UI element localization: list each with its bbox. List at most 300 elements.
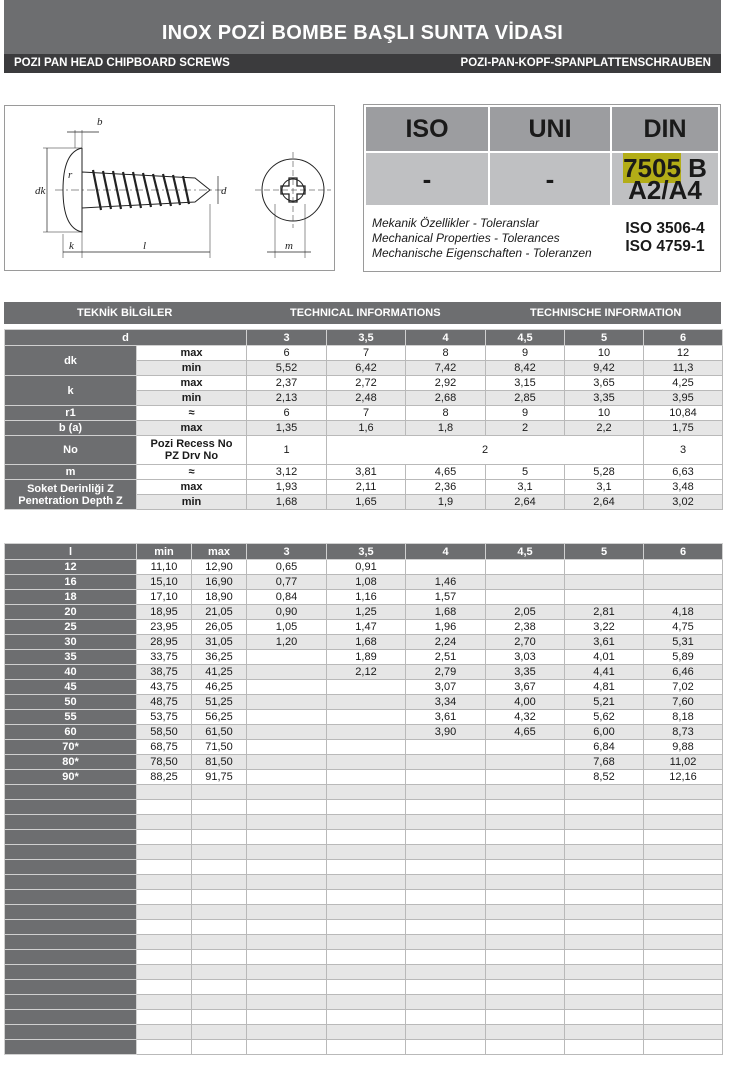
table-cell: 1,6 [327,421,406,436]
row-sub-label: max [137,421,247,436]
length-header-cell: 4 [406,544,486,560]
table-cell: 56,25 [192,710,247,725]
table-cell: 2,79 [406,665,486,680]
table-cell: 7,68 [565,755,644,770]
empty-cell [406,1025,486,1040]
table-cell: 91,75 [192,770,247,785]
empty-row [5,935,723,950]
table-cell: 1,35 [247,421,327,436]
table-cell: 3,35 [486,665,565,680]
length-row [5,725,723,740]
table-cell: 3,02 [644,495,723,510]
table-cell: 7,02 [644,680,723,695]
table-cell: 5,89 [644,650,723,665]
empty-cell [247,980,327,995]
table-cell: 0,90 [247,605,327,620]
length-label: 70* [5,740,137,755]
empty-cell [192,875,247,890]
row-label: b (a) [5,421,137,436]
table-cell: 5 [486,465,565,480]
table-cell: 17,10 [137,590,192,605]
table-cell: 2,85 [486,391,565,406]
tech-info-header [4,302,721,324]
empty-cell [5,875,137,890]
table-cell: 7 [327,406,406,421]
length-header-cell: l [5,544,137,560]
empty-cell [192,860,247,875]
empty-cell [565,905,644,920]
mech-properties-standards [611,206,719,270]
table-cell: 2,81 [565,605,644,620]
table-cell [486,575,565,590]
table-cell: 78,50 [137,755,192,770]
length-label: 45 [5,680,137,695]
empty-cell [406,950,486,965]
empty-cell [486,800,565,815]
size-header: 3,5 [327,330,406,346]
empty-cell [565,875,644,890]
length-label: 18 [5,590,137,605]
empty-cell [247,965,327,980]
table-cell: 1,46 [406,575,486,590]
length-header-cell: 5 [565,544,644,560]
standards-box [363,104,721,272]
length-header-cell: max [192,544,247,560]
empty-cell [644,785,723,800]
empty-cell [327,965,406,980]
table-cell [565,560,644,575]
empty-cell [565,845,644,860]
table-cell: 18,90 [192,590,247,605]
table-cell: 3 [644,436,723,465]
table-cell: 9 [486,346,565,361]
empty-cell [192,845,247,860]
empty-cell [192,905,247,920]
empty-cell [486,980,565,995]
empty-cell [644,815,723,830]
empty-cell [137,800,192,815]
empty-cell [327,1040,406,1055]
empty-cell [137,830,192,845]
tech-header-en: TECHNICAL INFORMATIONS [290,307,441,319]
empty-cell [137,1025,192,1040]
empty-cell [565,995,644,1010]
empty-cell [644,995,723,1010]
length-header-cell: min [137,544,192,560]
empty-cell [644,1040,723,1055]
length-row [5,605,723,620]
table-cell: 3,61 [406,710,486,725]
table-cell: 6 [247,406,327,421]
empty-cell [5,995,137,1010]
empty-cell [327,905,406,920]
empty-cell [565,785,644,800]
din-suffix: B [680,153,707,183]
empty-row [5,980,723,995]
table-cell [644,590,723,605]
table-cell: 3,90 [406,725,486,740]
empty-cell [565,1040,644,1055]
table-cell: 28,95 [137,635,192,650]
table-cell: 12,90 [192,560,247,575]
length-row [5,650,723,665]
table-cell: 3,61 [565,635,644,650]
empty-cell [327,815,406,830]
length-row [5,740,723,755]
empty-cell [5,1025,137,1040]
table-cell: 2,13 [247,391,327,406]
empty-cell [247,1010,327,1025]
length-table [4,543,723,1055]
table-cell: 1,16 [327,590,406,605]
empty-cell [565,830,644,845]
depth-label [5,480,137,510]
empty-cell [406,785,486,800]
table-cell [327,680,406,695]
table-cell: 58,50 [137,725,192,740]
table-cell [486,740,565,755]
empty-cell [486,995,565,1010]
table-cell: 10 [565,346,644,361]
table-cell: 2,05 [486,605,565,620]
empty-cell [406,860,486,875]
table-cell: 4,65 [486,725,565,740]
empty-cell [5,920,137,935]
table-cell: 4,01 [565,650,644,665]
empty-cell [247,935,327,950]
table-cell: 2,72 [327,376,406,391]
empty-cell [5,800,137,815]
table-cell [247,650,327,665]
table-cell: 2,68 [406,391,486,406]
empty-row [5,845,723,860]
table-cell: 2,64 [486,495,565,510]
mech-properties-label [365,206,611,270]
table-cell: 18,95 [137,605,192,620]
length-header-cell: 4,5 [486,544,565,560]
table-cell: 3,07 [406,680,486,695]
table-cell: 3,03 [486,650,565,665]
length-row [5,680,723,695]
table-cell: 46,25 [192,680,247,695]
empty-cell [565,950,644,965]
empty-cell [327,1025,406,1040]
empty-cell [247,785,327,800]
empty-cell [5,830,137,845]
length-label: 30 [5,635,137,650]
length-label: 40 [5,665,137,680]
table-cell: 12,16 [644,770,723,785]
table-cell: 43,75 [137,680,192,695]
table-cell: 3,1 [486,480,565,495]
empty-cell [644,800,723,815]
empty-row [5,950,723,965]
length-label: 20 [5,605,137,620]
table-cell: 7,60 [644,695,723,710]
empty-cell [192,1010,247,1025]
empty-cell [137,905,192,920]
table-cell: 1,68 [247,495,327,510]
empty-cell [327,995,406,1010]
mech-standard-1: ISO 3506-4 [625,220,705,237]
table-cell: 5,28 [565,465,644,480]
tech-row [5,376,723,391]
empty-cell [644,920,723,935]
empty-cell [192,1025,247,1040]
empty-cell [327,785,406,800]
tech-row [5,406,723,421]
table-cell [247,665,327,680]
table-cell: 1,75 [644,421,723,436]
empty-cell [247,800,327,815]
empty-cell [5,890,137,905]
table-cell: 15,10 [137,575,192,590]
table-cell: 2 [486,421,565,436]
row-sub-label: max [137,376,247,391]
empty-cell [137,965,192,980]
length-label: 16 [5,575,137,590]
table-cell: 1,08 [327,575,406,590]
technical-drawing [4,105,335,271]
length-header-cell: 3,5 [327,544,406,560]
table-cell: 9,42 [565,361,644,376]
size-header: 6 [644,330,723,346]
empty-cell [406,905,486,920]
empty-cell [565,890,644,905]
length-label: 55 [5,710,137,725]
empty-cell [192,890,247,905]
table-cell [247,725,327,740]
row-label: r1 [5,406,137,421]
dim-label-m: m [285,240,293,252]
table-cell [486,755,565,770]
empty-row [5,890,723,905]
table-cell: 2,36 [406,480,486,495]
row-sub-label: max [137,346,247,361]
table-cell: 4,32 [486,710,565,725]
table-cell: 1,9 [406,495,486,510]
table-cell: 36,25 [192,650,247,665]
table-cell: 3,48 [644,480,723,495]
empty-cell [486,785,565,800]
table-cell: 7,42 [406,361,486,376]
empty-cell [137,785,192,800]
table-cell: 0,91 [327,560,406,575]
table-cell [247,710,327,725]
table-cell: 8 [406,406,486,421]
empty-row [5,920,723,935]
empty-cell [5,965,137,980]
size-header: 4,5 [486,330,565,346]
empty-cell [565,800,644,815]
empty-cell [486,965,565,980]
empty-cell [406,1040,486,1055]
empty-cell [644,890,723,905]
empty-cell [565,860,644,875]
empty-cell [327,950,406,965]
recess-sub-2: PZ Drv No [164,450,219,462]
empty-cell [486,935,565,950]
std-din-value [611,152,719,206]
empty-cell [192,785,247,800]
table-cell: 9,88 [644,740,723,755]
table-cell: 7 [327,346,406,361]
empty-cell [247,1025,327,1040]
mech-label-en: Mechanical Properties - Tolerances [372,230,560,245]
empty-cell [192,980,247,995]
empty-cell [327,935,406,950]
table-cell: 6,84 [565,740,644,755]
empty-cell [5,860,137,875]
table-cell: 10,84 [644,406,723,421]
empty-cell [247,815,327,830]
length-row [5,755,723,770]
table-cell: 0,84 [247,590,327,605]
table-cell: 53,75 [137,710,192,725]
length-header-cell: 6 [644,544,723,560]
table-cell [327,755,406,770]
table-cell: 2,12 [327,665,406,680]
empty-cell [192,800,247,815]
std-uni-value: - [489,152,611,206]
empty-cell [247,920,327,935]
table-cell [644,560,723,575]
length-header-row [5,544,723,560]
depth-label-en: Penetration Depth Z [18,494,123,507]
length-row [5,695,723,710]
empty-cell [247,830,327,845]
empty-row [5,1025,723,1040]
table-cell: 3,1 [565,480,644,495]
dim-label-k: k [69,240,74,252]
empty-cell [5,905,137,920]
mech-standard-2: ISO 4759-1 [625,238,705,255]
empty-cell [486,1025,565,1040]
empty-cell [406,920,486,935]
table-cell: 1,89 [327,650,406,665]
table-cell: 1,25 [327,605,406,620]
empty-cell [137,1010,192,1025]
table-cell: 11,02 [644,755,723,770]
empty-row [5,830,723,845]
table-cell: 6,00 [565,725,644,740]
empty-cell [137,815,192,830]
empty-cell [486,1010,565,1025]
empty-cell [137,890,192,905]
empty-cell [327,860,406,875]
std-iso-header: ISO [365,106,489,152]
empty-cell [247,1040,327,1055]
table-cell: 2,11 [327,480,406,495]
table-cell: 1,57 [406,590,486,605]
recess-sub-label [137,436,247,465]
table-cell [486,770,565,785]
table-cell [327,695,406,710]
empty-row [5,905,723,920]
empty-cell [644,935,723,950]
empty-cell [192,965,247,980]
empty-row [5,785,723,800]
empty-cell [5,1040,137,1055]
table-cell: 61,50 [192,725,247,740]
table-cell: 0,77 [247,575,327,590]
row-sub-label: ≈ [137,406,247,421]
empty-cell [5,845,137,860]
dim-label-b: b [97,116,103,128]
tech-row [5,421,723,436]
table-cell: 81,50 [192,755,247,770]
empty-cell [247,995,327,1010]
table-cell [247,680,327,695]
table-cell [247,770,327,785]
std-iso-value: - [365,152,489,206]
tech-table [4,329,723,510]
empty-cell [5,935,137,950]
title-banner [4,0,721,73]
empty-cell [486,920,565,935]
empty-cell [486,1040,565,1055]
table-cell: 8,42 [486,361,565,376]
length-header-cell: 3 [247,544,327,560]
empty-cell [406,845,486,860]
table-cell: 3,15 [486,376,565,391]
din-material: A2/A4 [628,175,702,205]
table-cell: 4,81 [565,680,644,695]
tech-row [5,346,723,361]
length-label: 12 [5,560,137,575]
table-cell: 2,64 [565,495,644,510]
table-cell: 9 [486,406,565,421]
table-cell: 5,31 [644,635,723,650]
table-cell: 16,90 [192,575,247,590]
mech-label-tr: Mekanik Özellikler - Toleranslar [372,215,539,230]
empty-cell [486,890,565,905]
table-cell: 2,37 [247,376,327,391]
row-sub-label: min [137,391,247,406]
table-cell: 51,25 [192,695,247,710]
table-cell: 38,75 [137,665,192,680]
empty-cell [406,830,486,845]
length-row [5,590,723,605]
subtitle-en: POZI PAN HEAD CHIPBOARD SCREWS [14,57,230,69]
table-cell: 4,41 [565,665,644,680]
screw-drawing-svg [5,106,334,270]
empty-cell [406,980,486,995]
table-cell [247,695,327,710]
depth-label-tr: Soket Derinliği Z [27,482,114,495]
table-cell [247,740,327,755]
length-row [5,575,723,590]
size-header: 3 [247,330,327,346]
table-cell [327,725,406,740]
empty-cell [406,1010,486,1025]
empty-cell [192,950,247,965]
table-cell [327,770,406,785]
empty-cell [137,920,192,935]
table-cell: 1,68 [327,635,406,650]
table-cell: 1,8 [406,421,486,436]
table-cell: 71,50 [192,740,247,755]
empty-cell [327,920,406,935]
empty-cell [644,875,723,890]
table-cell: 1,93 [247,480,327,495]
table-cell: 2,38 [486,620,565,635]
empty-cell [247,845,327,860]
empty-cell [644,845,723,860]
table-cell [486,560,565,575]
row-label: dk [5,346,137,376]
empty-cell [5,1010,137,1025]
